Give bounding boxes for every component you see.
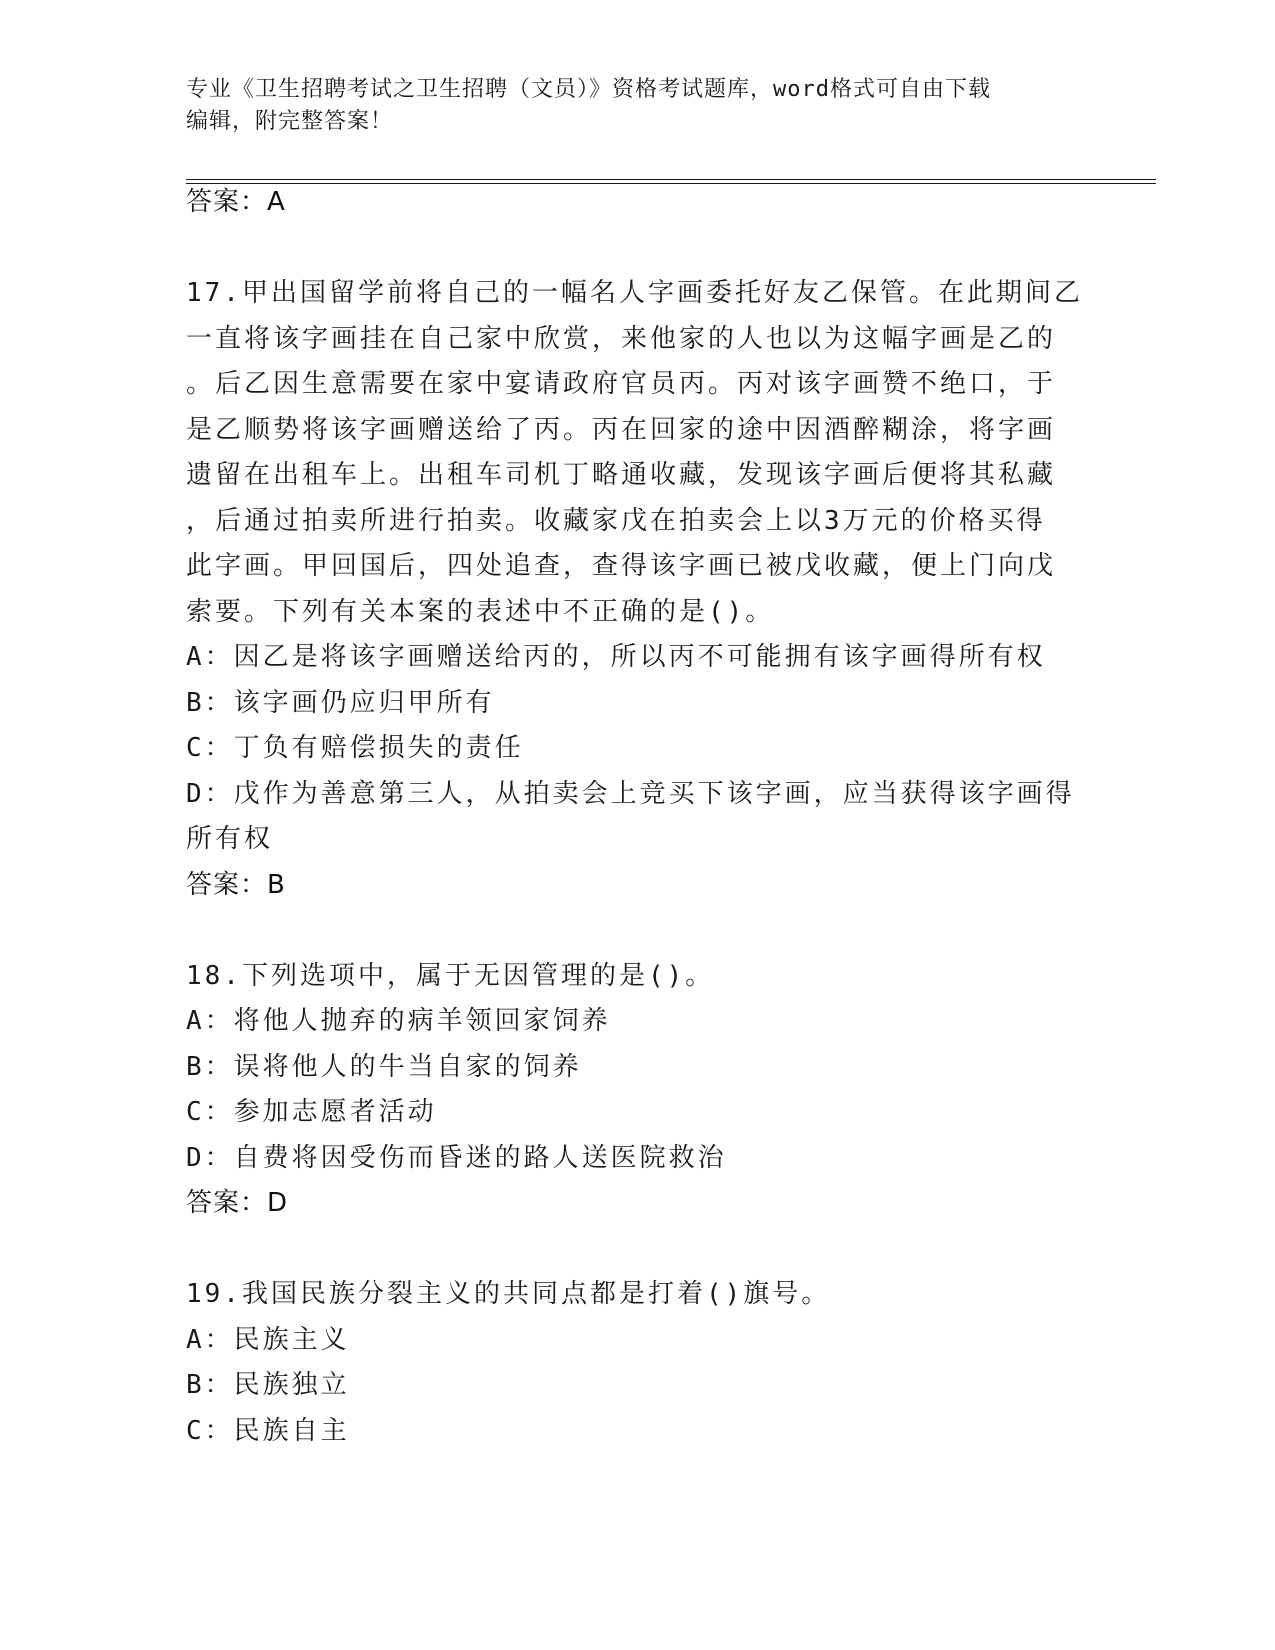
spacer	[186, 1227, 1086, 1273]
question-17-line-6: ，后通过拍卖所进行拍卖。收藏家戊在拍卖会上以3万元的价格买得	[186, 505, 1046, 536]
previous-answer: 答案：A	[186, 187, 286, 217]
question-18-option-d: D：自费将因受伤而昏迷的路人送医院救治	[186, 1142, 727, 1173]
question-17-option-a: A：因乙是将该字画赠送给丙的，所以丙不可能拥有该字画得所有权	[186, 642, 1046, 672]
question-18-text: 18.下列选项中，属于无因管理的是()。	[186, 960, 715, 991]
question-18	[186, 954, 1086, 1227]
question-17-answer: 答案：B	[186, 869, 286, 900]
question-19-option-b: B：民族独立	[186, 1370, 350, 1400]
question-17-line-3: 。后乙因生意需要在家中宴请政府官员丙。丙对该字画赞不绝口，于	[186, 369, 1057, 399]
question-19-option-a: A：民族主义	[186, 1324, 350, 1355]
question-17-line-2: 一直将该字画挂在自己家中欣赏，来他家的人也以为这幅字画是乙的	[186, 323, 1057, 354]
question-17-option-c: C：丁负有赔偿损失的责任	[186, 733, 524, 763]
question-18-answer: 答案：D	[186, 1188, 289, 1218]
question-17-line-8: 索要。下列有关本案的表述中不正确的是()。	[186, 596, 775, 627]
question-19	[186, 1272, 1086, 1454]
question-19-option-c: C：民族自主	[186, 1415, 350, 1446]
question-18-option-a: A：将他人抛弃的病羊领回家饲养	[186, 1006, 611, 1036]
question-18-option-b: B：误将他人的牛当自家的饲养	[186, 1051, 582, 1082]
question-17-line-7: 此字画。甲回国后，四处追查，查得该字画已被戊收藏，便上门向戊	[186, 551, 1057, 581]
spacer	[186, 226, 1086, 272]
question-19-text: 19.我国民族分裂主义的共同点都是打着()旗号。	[186, 1279, 831, 1309]
question-17-option-d-line-1: D：戊作为善意第三人，从拍卖会上竞买下该字画，应当获得该字画得	[186, 778, 1075, 809]
question-17	[186, 271, 1086, 908]
document-body	[186, 180, 1086, 1454]
question-18-option-c: C：参加志愿者活动	[186, 1097, 437, 1127]
question-17-line-5: 遗留在出租车上。出租车司机丁略通收藏，发现该字画后便将其私藏	[186, 460, 1057, 490]
question-17-option-b: B：该字画仍应归甲所有	[186, 687, 495, 718]
question-17-line-4: 是乙顺势将该字画赠送给了丙。丙在回家的途中因酒醉糊涂，将字画	[186, 414, 1057, 445]
document-header	[186, 74, 1086, 138]
header-line-1: 专业《卫生招聘考试之卫生招聘（文员）》资格考试题库，word格式可自由下载	[186, 77, 991, 102]
header-line-2: 编辑，附完整答案！	[186, 109, 394, 134]
question-17-line-1: 17.甲出国留学前将自己的一幅名人字画委托好友乙保管。在此期间乙	[186, 278, 1083, 308]
question-17-option-d-line-2: 所有权	[186, 824, 274, 854]
spacer	[186, 908, 1086, 954]
